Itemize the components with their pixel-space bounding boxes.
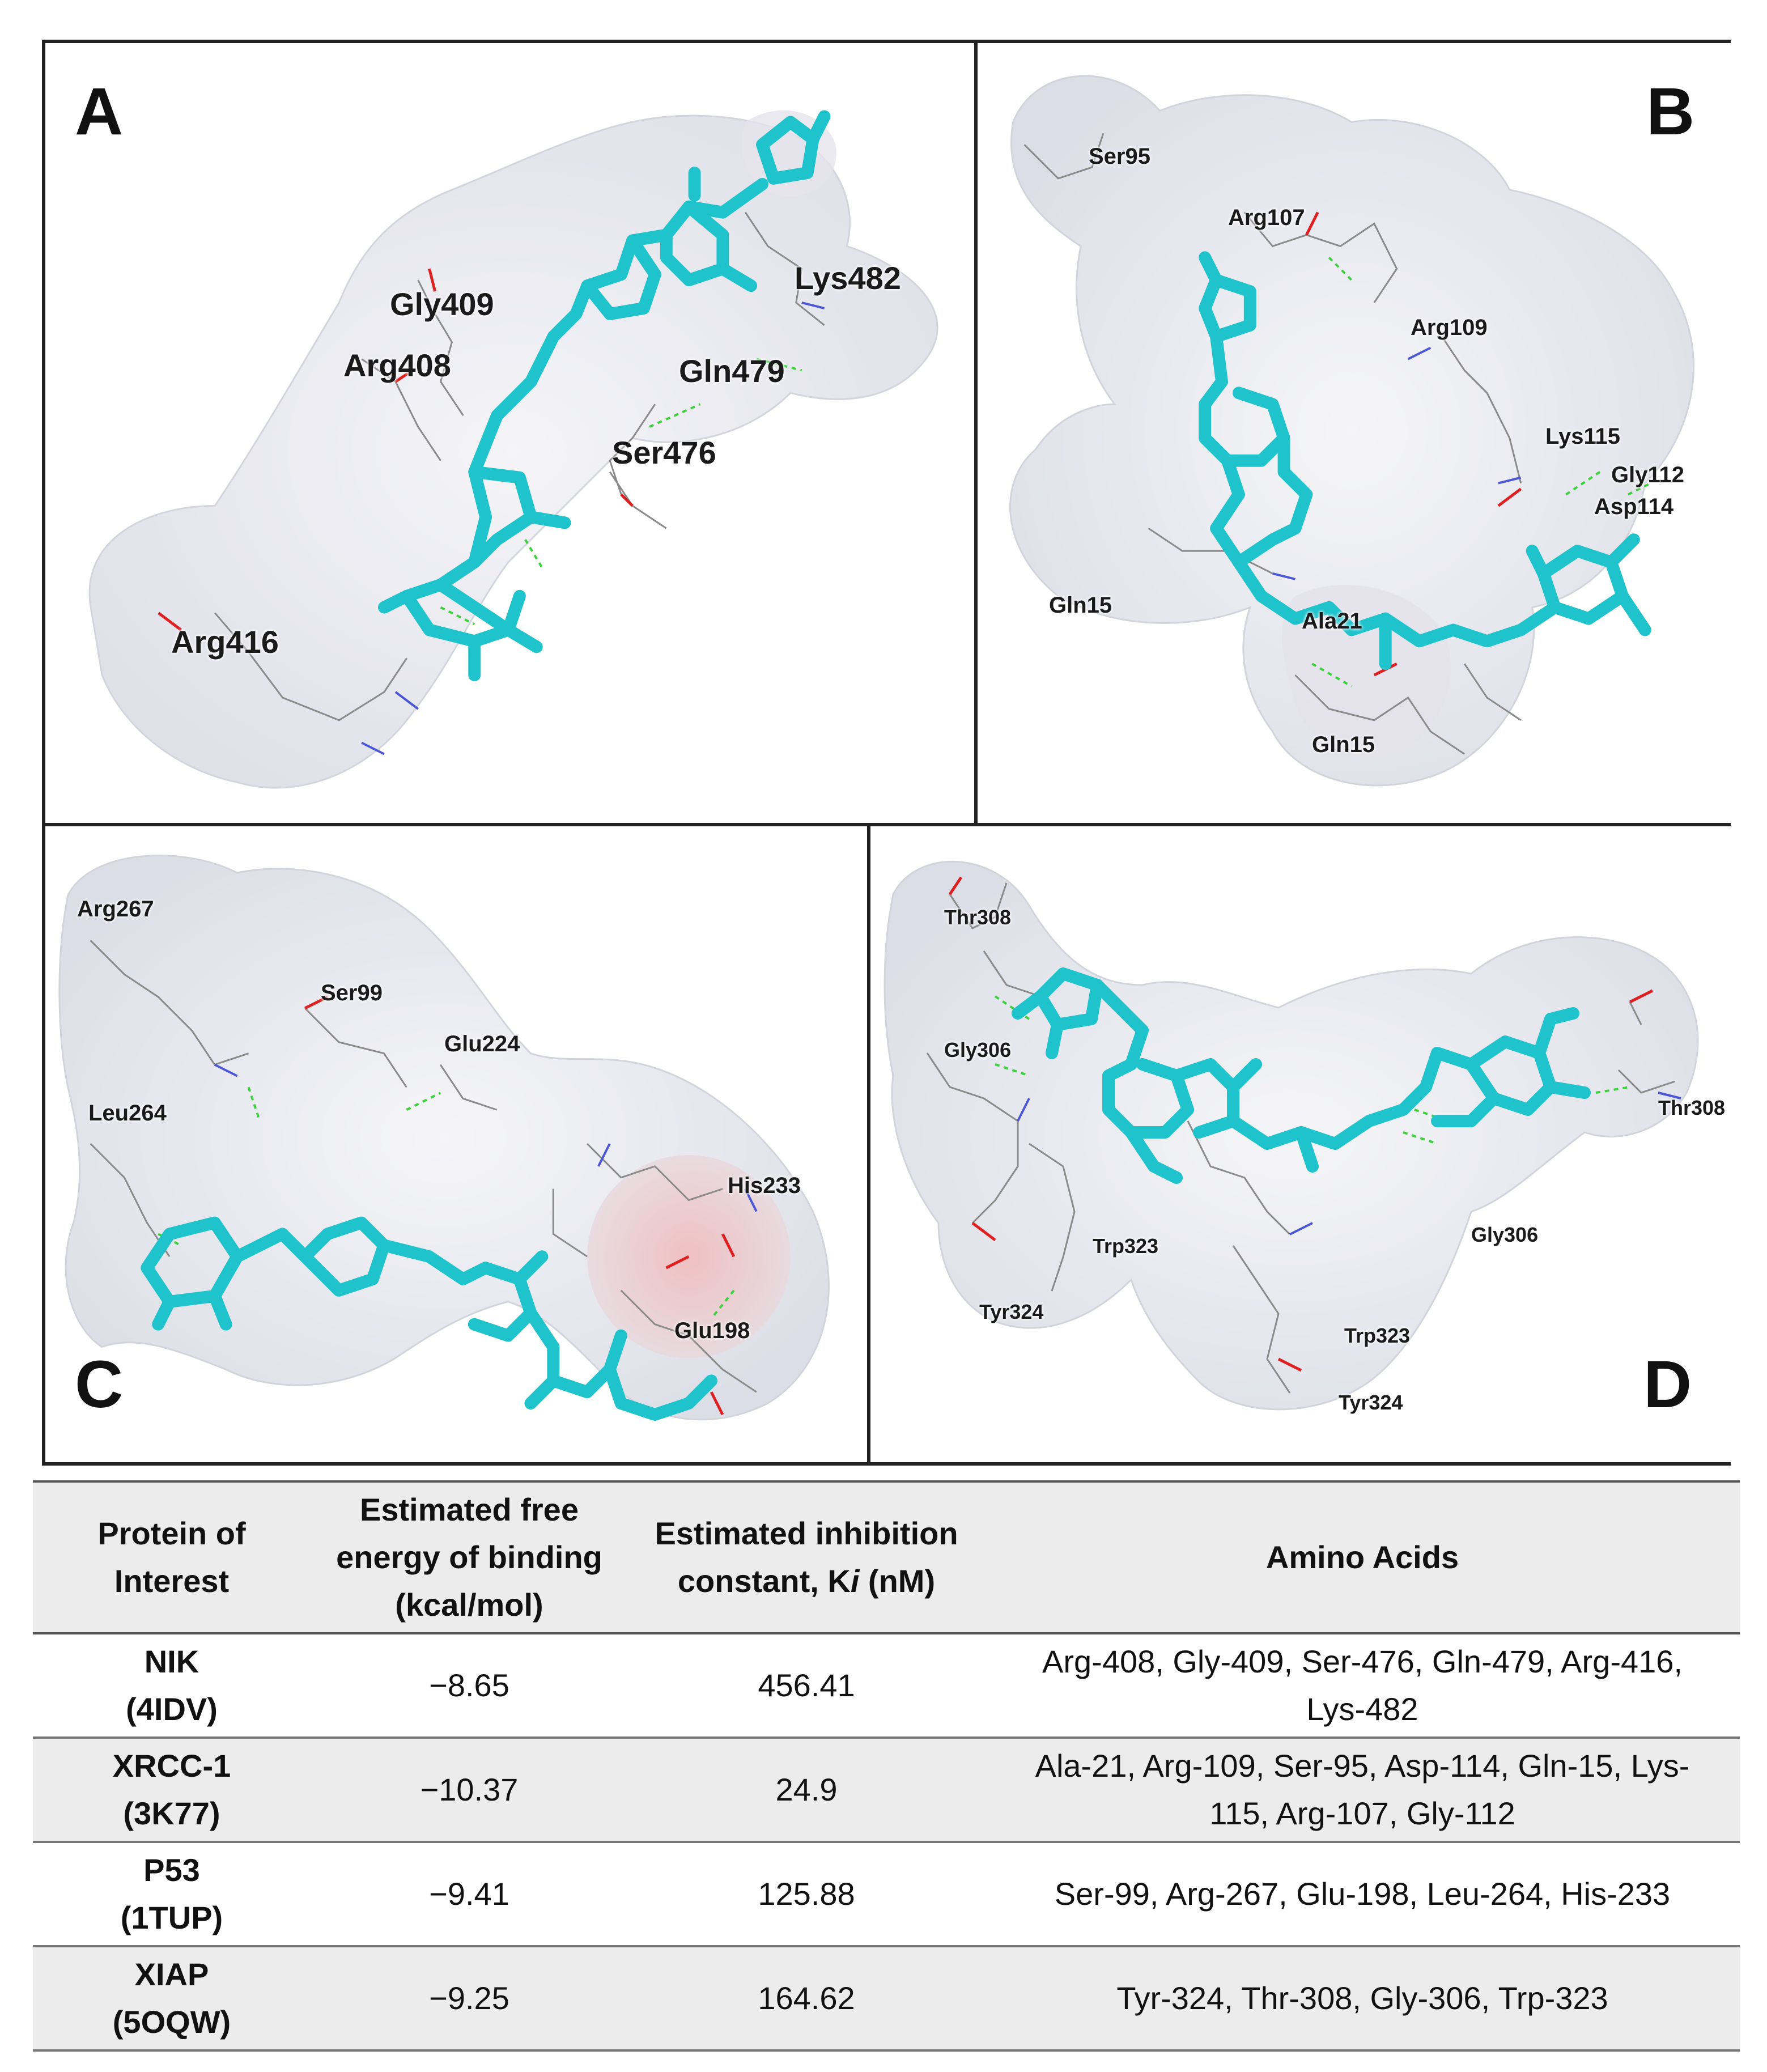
ki-cell: 24.9 (628, 1738, 985, 1842)
residue-label: Gln15 (1049, 593, 1112, 618)
header-ki-subscript: i (850, 1563, 860, 1599)
residue-label: Glu198 (674, 1318, 750, 1343)
residue-label: Gln15 (1312, 732, 1375, 757)
ki-cell: 125.88 (628, 1842, 985, 1946)
panel-b-xrcc1-docking (978, 43, 1731, 826)
amino-acids-cell (985, 1842, 1740, 1946)
panel-a-nik-docking (45, 43, 978, 826)
free-energy-cell: −10.37 (311, 1738, 628, 1842)
residue-label: Ser476 (612, 435, 716, 470)
panel-d-xiap-docking (870, 826, 1731, 1462)
header-protein-text: Protein of Interest (97, 1515, 246, 1599)
panel-c-letter: C (75, 1347, 124, 1422)
residue-label: Trp323 (1093, 1234, 1159, 1258)
residue-label: Ser95 (1089, 144, 1150, 169)
residue-label: Thr308 (1658, 1096, 1726, 1119)
header-protein (33, 1481, 311, 1633)
header-ki (628, 1481, 985, 1633)
panel-c-p53-docking (45, 826, 870, 1462)
panel-d-letter: D (1643, 1347, 1692, 1422)
residue-label: Asp114 (1594, 494, 1674, 519)
residue-label: Tyr324 (1339, 1391, 1403, 1414)
residue-label: Gln479 (679, 353, 785, 389)
residue-label: Gly112 (1611, 462, 1685, 487)
residue-label: Ala21 (1302, 609, 1362, 634)
header-ki-text: Estimated inhibition constant, K (655, 1515, 958, 1599)
residue-label: Arg109 (1411, 315, 1488, 340)
table-row (33, 1946, 1740, 2050)
residue-label: Glu224 (444, 1031, 520, 1056)
protein-name: XIAP (134, 1956, 209, 1992)
pdb-id: (5OQW) (112, 2004, 231, 2040)
residue-label: His233 (728, 1173, 801, 1198)
protein-cell (33, 1842, 311, 1946)
amino-acids-text: Ser-99, Arg-267, Glu-198, Leu-264, His-233 (1054, 1876, 1671, 1912)
results-table (33, 1480, 1740, 2052)
amino-acids-text: Ala-21, Arg-109, Ser-95, Asp-114, Gln-15, Lys-115, Arg-107, Gly-112 (1035, 1748, 1690, 1831)
header-amino-acids (985, 1481, 1740, 1633)
residue-label: Trp323 (1344, 1324, 1411, 1347)
docking-figure (42, 40, 1731, 1466)
amino-acids-cell (985, 1738, 1740, 1842)
protein-cell (33, 1633, 311, 1738)
free-energy-cell: −9.41 (311, 1842, 628, 1946)
pdb-id: (3K77) (123, 1795, 220, 1831)
pdb-id: (4IDV) (126, 1691, 218, 1727)
table-row (33, 1842, 1740, 1946)
free-energy-cell: −9.25 (311, 1946, 628, 2050)
residue-label: Gly306 (944, 1038, 1012, 1062)
panel-a-letter: A (75, 74, 124, 149)
residue-label: Arg107 (1228, 205, 1305, 230)
docking-results-table (33, 1480, 1740, 2052)
panel-c-molecular-render (45, 826, 867, 1462)
protein-name: NIK (144, 1644, 199, 1679)
ki-cell: 164.62 (628, 1946, 985, 2050)
residue-label: Arg416 (171, 624, 279, 660)
residue-label: Arg267 (77, 897, 154, 922)
protein-cell (33, 1738, 311, 1842)
amino-acids-cell (985, 1633, 1740, 1738)
residue-label: Lys482 (795, 260, 901, 296)
protein-name: XRCC-1 (112, 1748, 231, 1784)
protein-cell (33, 1946, 311, 2050)
residue-label: Tyr324 (979, 1300, 1044, 1323)
header-ki-unit: (nM) (859, 1563, 936, 1599)
header-free-energy-text: Estimated free energy of binding (kcal/mol) (336, 1492, 602, 1623)
residue-label: Ser99 (321, 980, 383, 1005)
amino-acids-text: Tyr-324, Thr-308, Gly-306, Trp-323 (1116, 1980, 1608, 2016)
panel-b-letter: B (1646, 74, 1695, 149)
amino-acids-cell (985, 1946, 1740, 2050)
header-amino-acids-text: Amino Acids (1265, 1539, 1459, 1575)
pdb-id: (1TUP) (120, 1900, 223, 1935)
amino-acids-text: Arg-408, Gly-409, Ser-476, Gln-479, Arg-416, Lys-482 (1042, 1644, 1683, 1727)
protein-name: P53 (143, 1852, 200, 1888)
residue-label: Thr308 (944, 906, 1012, 929)
header-free-energy (311, 1481, 628, 1633)
residue-label: Gly409 (390, 286, 494, 322)
residue-label: Gly306 (1471, 1223, 1539, 1246)
table-row (33, 1738, 1740, 1842)
residue-label: Leu264 (88, 1101, 167, 1126)
table-header-row (33, 1481, 1740, 1633)
residue-label: Arg408 (343, 347, 451, 383)
ki-cell: 456.41 (628, 1633, 985, 1738)
free-energy-cell: −8.65 (311, 1633, 628, 1738)
residue-label: Lys115 (1545, 424, 1620, 449)
table-row (33, 1633, 1740, 1738)
panel-a-molecular-render (45, 43, 974, 823)
